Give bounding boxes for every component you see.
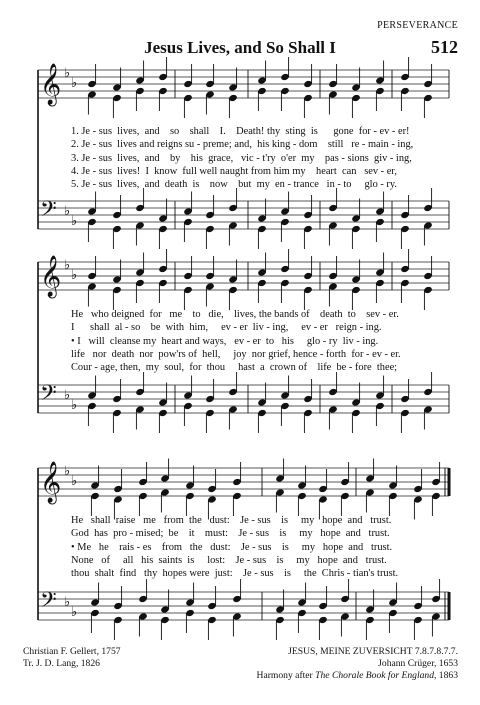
- lyric-line: 1. Je - sus lives, and so shall I. Death! thy sting is gone for - ev - er!: [71, 126, 410, 137]
- verse-block-system-1: [71, 125, 413, 191]
- flat-icon: ♭: [71, 474, 78, 489]
- flat-icon: ♭: [64, 595, 71, 610]
- treble-clef-icon: 𝄞: [40, 462, 62, 503]
- lyric-line: God has pro - mised; be it must: Je - sus is my hope and trust.: [71, 528, 390, 540]
- translator-credit: Tr. J. D. Lang, 1826: [23, 658, 100, 670]
- credits-left: [23, 646, 121, 670]
- lyric-line: 5. Je - sus lives, and death is now but my en - trance in - to glo - ry.: [71, 179, 397, 191]
- lyric-line: 4. Je - sus lives! I know full well naught from him my heart can sev - er,: [71, 165, 397, 177]
- lyric-line: 3. Je - sus lives, and by his grace, vic - t'ry o'er my pas - sions giv - ing,: [71, 152, 412, 164]
- bass-clef-icon: 𝄢: [40, 588, 57, 618]
- hymn-number: 512: [431, 37, 458, 57]
- hymn-title: Jesus Lives, and So Shall I: [144, 38, 336, 57]
- lyric-line: He shall raise me from the dust: Je - sus is my hope and trust.: [71, 515, 392, 526]
- flat-icon: ♭: [71, 605, 78, 620]
- verse-block-system-2: [71, 308, 401, 374]
- treble-clef-icon: 𝄞: [40, 256, 62, 297]
- lyric-line: None of all his saints is lost: Je - sus is my hope and trust.: [71, 554, 387, 566]
- flat-icon: ♭: [64, 464, 71, 479]
- lyric-line: 2. Je - sus lives and reigns su - preme; and, his king - dom still re - main - ing,: [71, 139, 414, 151]
- lyric-line: thou shalt find thy hopes were just: Je - sus is the Chris - tian's trust.: [71, 568, 399, 580]
- tune-name-header: PERSEVERANCE: [377, 20, 458, 31]
- flat-icon: ♭: [71, 398, 78, 413]
- lyric-line: • Me he rais - es from the dust: Je - sus is my hope and trust.: [71, 541, 393, 553]
- credits-right: [257, 646, 458, 683]
- author-credit: Christian F. Gellert, 1757: [23, 646, 121, 657]
- lyric-line: I shall al - so be with him, ev - er liv - ing, ev - er reign - ing.: [71, 322, 382, 334]
- lyric-line: He who deigned for me to die, lives, the bands of death to sev - er.: [71, 309, 399, 320]
- harmony-credit: Harmony after The Chorale Book for England, 1863: [256, 670, 458, 682]
- flat-icon: ♭: [71, 214, 78, 229]
- flat-icon: ♭: [71, 76, 78, 91]
- tune-meter-credit: JESUS, MEINE ZUVERSICHT 7.8.7.8.7.7.: [288, 646, 458, 657]
- verse-block-system-3: [71, 514, 398, 580]
- lyric-line: • I will cleanse my heart and ways, ev - er to his glo - ry liv - ing.: [71, 335, 379, 347]
- bass-clef-icon: 𝄢: [40, 197, 57, 227]
- lyric-line: Cour - age, then, my soul, for thou hast a crown of life be - fore thee;: [71, 362, 398, 374]
- treble-clef-icon: 𝄞: [40, 64, 62, 105]
- flat-icon: ♭: [64, 258, 71, 273]
- bass-clef-icon: 𝄢: [40, 381, 57, 411]
- flat-icon: ♭: [71, 268, 78, 283]
- composer-credit: Johann Crüger, 1653: [378, 658, 458, 670]
- lyric-line: life nor death nor pow'rs of hell, joy nor grief, hence - forth for - ev - er.: [71, 348, 401, 360]
- flat-icon: ♭: [64, 388, 71, 403]
- flat-icon: ♭: [64, 204, 71, 219]
- flat-icon: ♭: [64, 66, 71, 81]
